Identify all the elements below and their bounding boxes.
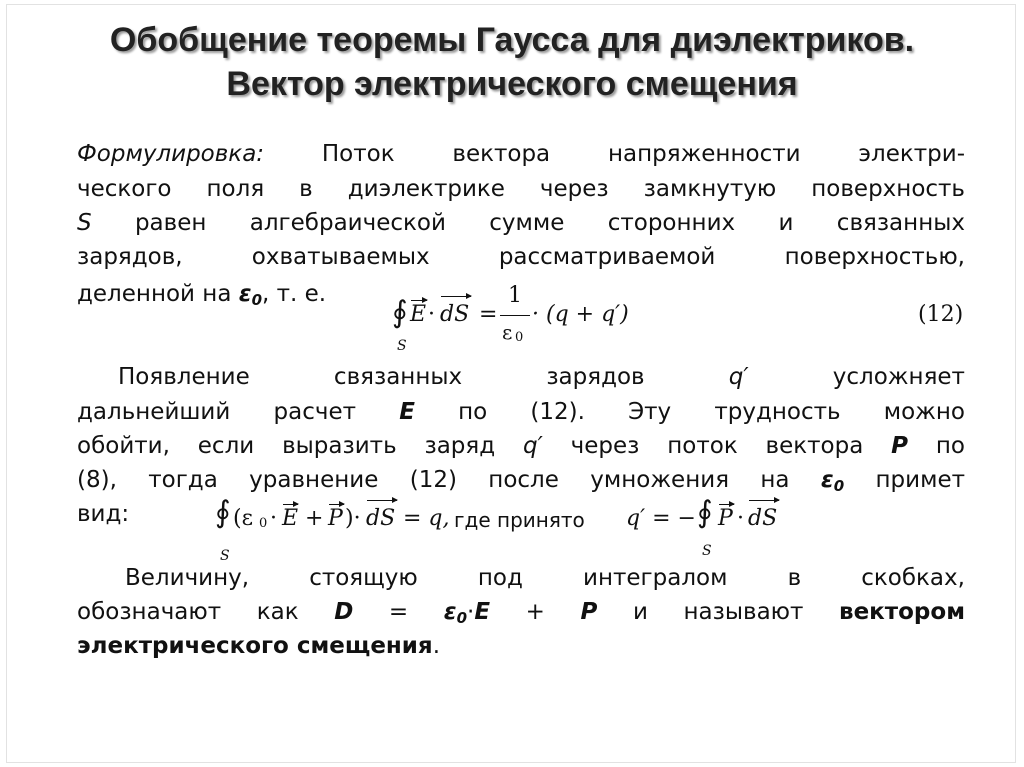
para3-line-1 (125, 561, 965, 595)
para3-word: Величину, (125, 565, 250, 591)
para3-text: и называют (597, 599, 840, 625)
para2-line-1 (118, 360, 965, 394)
para2-text: дальнейший расчет (77, 399, 400, 425)
vector-D-symbol: D (334, 599, 354, 625)
dot-operator: · (270, 506, 277, 531)
epsilon-symbol: ε (238, 281, 252, 307)
vector-E-symbol: E (399, 399, 415, 425)
bound-charge-symbol: q′ (728, 364, 749, 390)
integral-lower-limit: S (397, 338, 407, 354)
para2-line-3 (77, 429, 965, 463)
para2-line-2 (77, 395, 965, 429)
vector-arrow-icon (411, 300, 427, 301)
vector-dS: dS (366, 506, 396, 531)
para2-line-4 (77, 463, 965, 497)
vector-P: P (718, 506, 733, 531)
para3-word: стоящую (309, 565, 418, 591)
para2-word: усложняет (832, 364, 965, 390)
vector-dS: dS (748, 506, 778, 531)
para3-word: под (477, 565, 523, 591)
equation-number: (12) (918, 302, 964, 327)
contour-integral-icon: ∮ (392, 295, 408, 330)
dot-operator: · (737, 506, 744, 531)
para2-text: обойти, если выразить заряд (77, 433, 523, 459)
para2-text: по (908, 433, 965, 459)
para1-text: деленной на (77, 281, 239, 307)
para2-text: примет (844, 467, 965, 493)
vector-arrow-icon (441, 296, 471, 297)
para3-line-2 (77, 595, 965, 629)
vector-E: E (282, 506, 299, 531)
equals-sign: = (353, 599, 444, 625)
vector-E-symbol: E (474, 599, 491, 625)
para2-word: связанных (333, 364, 463, 390)
epsilon-subscript: 0 (251, 291, 263, 309)
denominator-subscript: 0 (515, 330, 524, 345)
plus-sign: + (305, 506, 324, 531)
para2-line-5: вид: (77, 501, 130, 527)
para1-line-2: ческого поля в диэлектрике через замкнутую поверхность (77, 176, 965, 202)
para1-text: Поток вектора напряженности электри- (264, 141, 965, 167)
fraction-bar (500, 315, 530, 316)
epsilon-symbol: ε (820, 467, 834, 493)
vector-arrow-icon (749, 500, 779, 501)
para2-word: зарядов (546, 364, 645, 390)
fraction-denominator: ε (502, 320, 513, 344)
para1-text: равен алгебраической сумме сторонних и связанных (91, 210, 965, 236)
contour-integral-icon: ∮ (215, 495, 231, 530)
title-line-2: Вектор электрического смещения (226, 65, 798, 103)
slide-title (0, 18, 1024, 106)
integral-lower-limit: S (220, 548, 230, 564)
equals-sign: = (479, 302, 498, 327)
fraction-numerator: 1 (508, 283, 522, 308)
para1-line-4: зарядов, охватываемых рассматриваемой поверхностью, (77, 244, 965, 270)
vector-arrow-icon (367, 500, 397, 501)
title-line-1: Обобщение теоремы Гаусса для диэлектриков. (109, 21, 915, 59)
where-text: где принято (454, 508, 585, 532)
para1-line-5 (77, 277, 326, 311)
bound-charge-symbol: q′ (522, 433, 543, 459)
para3-word: в (787, 565, 802, 591)
vector-arrow-icon (283, 504, 298, 505)
dot-operator: · (428, 302, 435, 327)
para3-word: скобках, (861, 565, 965, 591)
dot-operator: · (467, 599, 475, 625)
para3-word: интегралом (583, 565, 728, 591)
para2-text: (8), тогда уравнение (12) после умножения на (77, 467, 821, 493)
integral-lower-limit: S (702, 543, 712, 559)
para2-word: Появление (118, 364, 250, 390)
para3-line-3 (77, 629, 440, 663)
para2-text: по (12). Эту трудность можно (414, 399, 965, 425)
vector-E: E (410, 302, 427, 327)
plus-sign: + (490, 599, 581, 625)
term-highlight: вектором (839, 599, 965, 625)
bound-charge-expr: q′ = − (626, 506, 696, 531)
para2-text: через поток вектора (542, 433, 892, 459)
epsilon-subscript: 0 (833, 477, 845, 495)
para3-text: обозначают как (77, 599, 335, 625)
vector-dS: dS (440, 302, 470, 327)
vector-arrow-icon (329, 504, 344, 505)
vector-P-symbol: P (891, 433, 909, 459)
epsilon-symbol: ε (443, 599, 457, 625)
open-paren-epsilon: (ε (233, 506, 253, 531)
formulation-label: Формулировка: (77, 141, 265, 167)
surface-symbol: S (77, 210, 92, 236)
term-highlight: электрического смещения (77, 633, 433, 659)
period: . (432, 633, 441, 659)
contour-integral-icon: ∮ (697, 495, 713, 530)
vector-arrow-icon (719, 504, 734, 505)
close-paren-dot: )· (345, 506, 361, 531)
para1-text: , т. е. (262, 281, 327, 307)
para1-line-3 (77, 206, 965, 240)
epsilon-subscript: 0 (259, 516, 268, 531)
equals-q: = q, (403, 506, 450, 531)
vector-P-symbol: P (580, 599, 598, 625)
vector-P: P (328, 506, 343, 531)
epsilon-subscript: 0 (456, 609, 468, 627)
charge-sum: · (q + q′) (532, 302, 629, 327)
para1-line-1 (77, 137, 965, 171)
